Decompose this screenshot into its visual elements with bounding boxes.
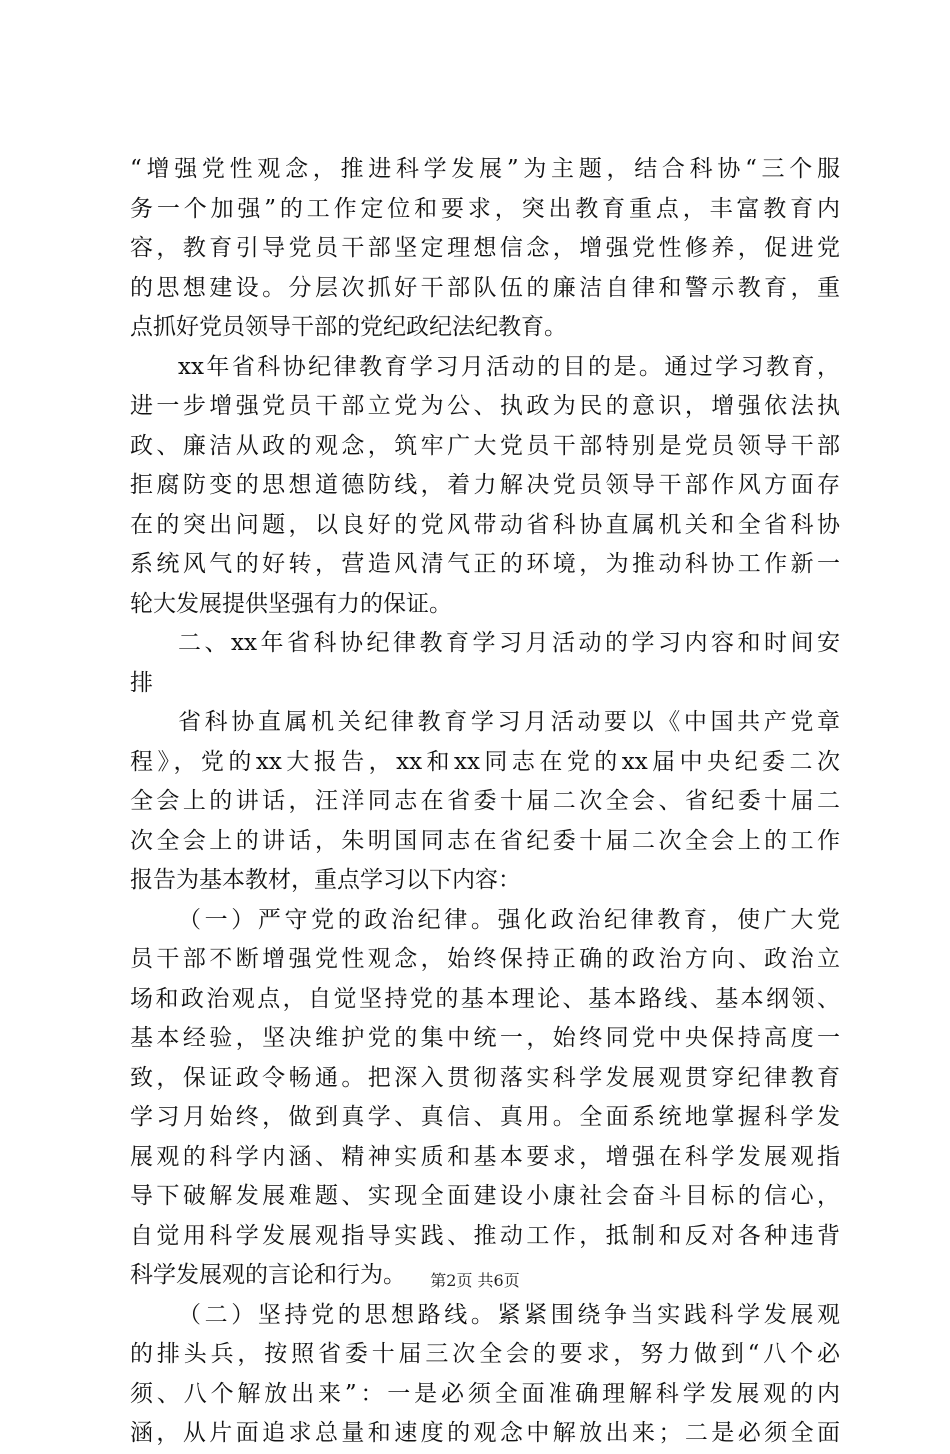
text-line: 的思想建设。分层次抓好干部队伍的廉洁自律和警示教育，重 xyxy=(130,274,840,301)
text-line: 拒腐防变的思想道德防线，着力解决党员领导干部作风方面存 xyxy=(130,472,840,498)
text-line: 全会上的讲话，汪洋同志在省委十届二次全会、省纪委十届二 xyxy=(130,788,840,814)
text-line: 员干部不断增强党性观念，始终保持正确的政治方向、政治立 xyxy=(130,946,840,972)
text-line: 排 xyxy=(130,669,153,696)
text-line: 自觉用科学发展观指导实践、推动工作，抵制和反对各种违背 xyxy=(130,1222,840,1249)
text-line: （一）严守党的政治纪律。强化政治纪律教育，使广大党 xyxy=(178,906,840,933)
text-line: 轮大发展提供坚强有力的保证。 xyxy=(130,590,452,617)
document-body xyxy=(130,150,840,1454)
text-line: 的排头兵，按照省委十届三次全会的要求，努力做到“八个必 xyxy=(130,1341,840,1367)
text-line: 涵，从片面追求总量和速度的观念中解放出来；二是必须全面 xyxy=(130,1420,840,1446)
text-line: 务一个加强”的工作定位和要求，突出教育重点，丰富教育内 xyxy=(130,195,840,222)
text-line: 二、xx年省科协纪律教育学习月活动的学习内容和时间安 xyxy=(178,630,840,656)
page-footer: 第2页 共6页 xyxy=(430,1271,520,1290)
text-line: 致，保证政令畅通。把深入贯彻落实科学发展观贯穿纪律教育 xyxy=(130,1064,840,1091)
text-line: 点抓好党员领导干部的党纪政纪法纪教育。 xyxy=(130,314,567,340)
text-line: 进一步增强党员干部立党为公、执政为民的意识，增强依法执 xyxy=(130,393,840,419)
text-line: 报告为基本教材，重点学习以下内容： xyxy=(130,867,521,893)
text-line: 展观的科学内涵、精神实质和基本要求，增强在科学发展观指 xyxy=(130,1143,840,1170)
text-line: 省科协直属机关纪律教育学习月活动要以《中国共产党章 xyxy=(178,709,840,735)
text-line: 场和政治观点，自觉坚持党的基本理论、基本路线、基本纲领、 xyxy=(130,985,840,1012)
text-line: 次全会上的讲话，朱明国同志在省纪委十届二次全会上的工作 xyxy=(130,827,840,854)
text-line: 导下破解发展难题、实现全面建设小康社会奋斗目标的信心， xyxy=(130,1183,840,1209)
text-line: “增强党性观念，推进科学发展”为主题，结合科协“三个服 xyxy=(130,156,840,182)
text-line: 科学发展观的言论和行为。 xyxy=(130,1262,406,1288)
text-line: （二）坚持党的思想路线。紧紧围绕争当实践科学发展观 xyxy=(178,1301,840,1328)
text-line: 容，教育引导党员干部坚定理想信念，增强党性修养，促进党 xyxy=(130,235,840,261)
text-line: 政、廉洁从政的观念，筑牢广大党员干部特别是党员领导干部 xyxy=(130,432,840,459)
text-line: xx年省科协纪律教育学习月活动的目的是。通过学习教育， xyxy=(178,353,840,380)
text-line: 须、八个解放出来”：一是必须全面准确理解科学发展观的内 xyxy=(130,1380,840,1407)
text-line: 系统风气的好转，营造风清气正的环境，为推动科协工作新一 xyxy=(130,551,840,577)
text-line: 基本经验，坚决维护党的集中统一，始终同党中央保持高度一 xyxy=(130,1025,840,1051)
text-line: 学习月始终，做到真学、真信、真用。全面系统地掌握科学发 xyxy=(130,1104,840,1130)
text-line: 程》，党的xx大报告，xx和xx同志在党的xx届中央纪委二次 xyxy=(130,748,840,775)
text-line: 在的突出问题，以良好的党风带动省科协直属机关和全省科协 xyxy=(130,511,840,538)
